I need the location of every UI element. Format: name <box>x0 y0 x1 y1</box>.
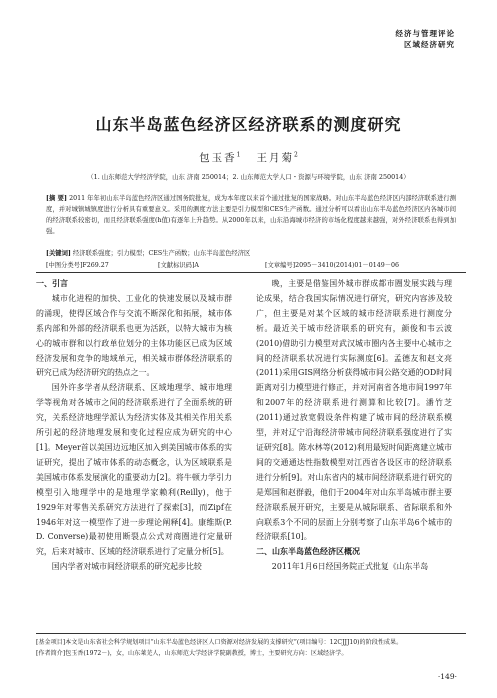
classification-line <box>46 260 466 269</box>
journal-header <box>396 28 456 50</box>
divider <box>36 633 466 634</box>
body-paragraph: 2011年1月6日经国务院正式批复《山东半岛 <box>271 562 429 572</box>
keywords <box>46 248 250 257</box>
section-name: 区域经济研究 <box>404 40 455 49</box>
fund-note: [基金项目]本文是山东省社会科学规划项目“山东半岛蓝色经济区人口资源对经济发展的支撑研究”(项目编号：12CJJJ10)的阶段性成果。 <box>36 639 403 646</box>
footnotes <box>36 637 466 659</box>
left-column <box>36 277 232 575</box>
body-paragraph: 城市化进程的加快、工业化的快速发展以及城市群的涌现，使得区域合作与交流不断深化和拓展，城市体系内部和外部的经济联系也更为活跃，以特大城市为核心的城市群和以行政单位划分的主体功能区已成为区域经济发展和竞争的地域单元，相关城市群体经济联系的研究已成为经济研究的热点之一。 <box>36 293 232 378</box>
article-number: [文章编号]2095－3410(2014)01－0149－06 <box>265 262 400 269</box>
abstract <box>46 193 456 237</box>
author-name: 包玉香 <box>199 152 237 164</box>
body-paragraph: 国外许多学者从经济联系、区域地理学、城市地理学等视角对各城市之间的经济联系进行了全面系统的研究，关系经济地理学派认为经济实体及其相关作用关系所引起的经济地理发展和变化过程应成为研究的中心[1]。Meyer首以美国边远地区加入到美国城市体系的实证研究，提出了城市体系的动态概念，认为区域联系是美国城市体系发展演化的重要动力[2]。将牛顿力学引力模型引入地理学中的是地理学家赖利(Reilly)，他于1929年对零售关系研究方法进行了探索[3]，而Zipf在1946年对这一模型作了进一步理论阐释[4]。康维斯(P. D. Converse)最初使用断裂点公式对商圈进行定量研究，后来对城市、区域的经济联系进行了定量分析[5]。 <box>36 383 232 557</box>
abstract-label: [摘 要] <box>46 195 67 202</box>
author-affil-mark: 2 <box>294 151 298 159</box>
section-heading: 一、引言 <box>36 279 68 288</box>
author-note: [作者简介]包玉香(1972－)，女，山东莱芜人，山东师范大学经济学院副教授，博士，主要研究方向：区域经济学。 <box>36 650 348 657</box>
clc-number: [中图分类号]F269.27 <box>46 262 109 269</box>
body-paragraph: 晚，主要是借鉴国外城市群成都市圈发展实践与理论成果，结合我国实际情况进行研究，研究内容涉及较广，但主要是对某个区域的城市经济联系进行测度分析。最近关于城市经济联系的研究有，颜俊和韦云波(2010)借助引力模型对武汉城市圈内各主要中心城市之间的经济联系状况进行实际测度[6]。孟德友和赵文亮(2011)采用GIS网络分析获得城市间公路交通的OD时间距离对引力模型进行修正，并对河南省各地市间1997年和2007年的经济联系进行测算和比较[7]。潘竹芝(2011)通过放宽假设条件构建了城市间的经济联系模型，并对辽宁沿海经济带城市间经济联系强度进行了实证研究[8]。陈水林等(2012)利用最短时间距离建立城市间的交通通达性指数模型对江西省各设区市的经济联系进行分析[9]。对山东省内的城市间经济联系进行研究的是郑国和赵群毅，他们于2004年对山东半岛城市群主要经济联系展开研究，主要是从城际联系、省际联系和外向联系3个不同的层面上分别考察了山东半岛6个城市的经济联系[10]。 <box>256 279 452 542</box>
divider <box>36 272 466 273</box>
journal-name: 经济与管理评论 <box>395 29 455 38</box>
page-number: ·149· <box>437 672 457 681</box>
document-code: [文献标识码]A <box>158 262 199 269</box>
author-affil-mark: 1 <box>236 151 241 159</box>
paper-title: 山东半岛蓝色经济区经济联系的测度研究 <box>95 115 402 134</box>
author-line <box>0 150 497 165</box>
keywords-label: [关键词] <box>46 250 71 257</box>
abstract-text: 2011 年年初山东半岛蓝色经济区通过国务院批复，成为本年度以来首个通过批复的国家战略。对山东半岛蓝色经济区内部经济联系进行测度，并对城镇城镇度进行分析具有重要意义。采用的测度方法主要是引力模型和CES生产函数。通过分析可以看出山东半岛蓝色经济区内各城市间的经济联系较密切，而且经济联系强度(h值)有逐年上升趋势。从2000年以来，山东沿海城市经济的市场化程度越来越强，对外经济联系也得到加强。 <box>46 195 456 235</box>
keywords-text: 经济联系强度；引力模型；CES生产函数；山东半岛蓝色经济区 <box>72 250 251 257</box>
right-column <box>256 277 452 575</box>
affiliation: （1. 山东师范大学经济学院，山东 济南 250014；2. 山东师范大学人口・资源与环境学院，山东 济南 250014） <box>87 173 410 181</box>
section-heading: 二、山东半岛蓝色经济区概况 <box>256 547 360 557</box>
author-name: 王月菊 <box>256 152 294 164</box>
body-paragraph: 国内学者对城市间经济联系的研究起步比较 <box>51 562 202 572</box>
